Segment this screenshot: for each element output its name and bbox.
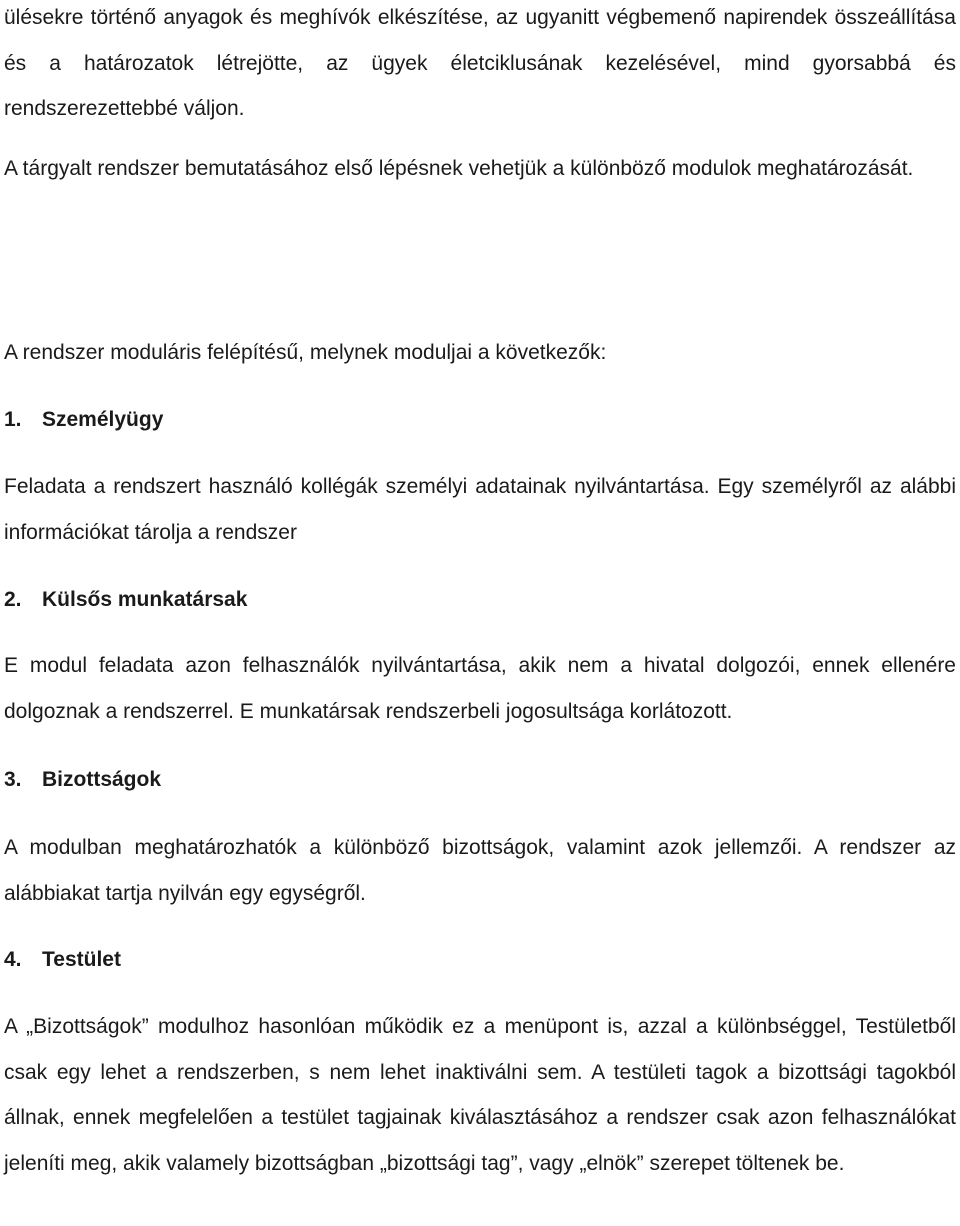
module-heading-4 — [4, 945, 121, 975]
intro-paragraph-2: A tárgyalt rendszer bemutatásához első lépésnek vehetjük a különböző modulok meghatározását. — [4, 157, 914, 180]
module-heading-2 — [4, 585, 247, 615]
module-title: Bizottságok — [42, 768, 162, 791]
module-text-4: A „Bizottságok” modulhoz hasonlóan működik ez a menüpont is, azzal a különbséggel, Testületből csak egy lehet a rendszerben, s nem lehet inaktiválni sem. A testületi tagok a bizottsági tagokból állnak, ennek megfelelően a testület tagjainak kiválasztásához a rendszer csak azon felhasználókat jeleníti meg, akik valamely bizottságban „bizottsági tag”, vagy „elnök” szerepet töltenek be. — [4, 1015, 956, 1175]
module-heading-1 — [4, 405, 163, 435]
module-number: 2. — [4, 588, 22, 611]
module-text-2: E modul feladata azon felhasználók nyilvántartása, akik nem a hivatal dolgozói, ennek ellenére dolgoznak a rendszerrel. E munkatársak rendszerbeli jogosultsága korlátozott. — [4, 654, 956, 723]
module-title: Testület — [42, 948, 121, 971]
intro-paragraph-1: ülésekre történő anyagok és meghívók elkészítése, az ugyanitt végbemenő napirendek összeállítása és a határozatok létrejötte, az ügyek életciklusának kezelésével, mind gyorsabbá és rendszerezettebbé váljon. — [4, 6, 956, 120]
module-title: Külsős munkatársak — [42, 588, 248, 611]
module-text-1: Feladata a rendszert használó kollégák személyi adatainak nyilvántartása. Egy személyről az alábbi információkat tárolja a rendszer — [4, 475, 956, 544]
module-number: 1. — [4, 408, 22, 431]
module-number: 3. — [4, 768, 22, 791]
module-heading-3 — [4, 765, 161, 795]
module-text-3: A modulban meghatározhatók a különböző bizottságok, valamint azok jellemzői. A rendszer az alábbiakat tartja nyilván egy egységről. — [4, 836, 956, 905]
module-number: 4. — [4, 948, 22, 971]
intro-paragraph-3: A rendszer moduláris felépítésű, melynek moduljai a következők: — [4, 341, 607, 364]
module-title: Személyügy — [42, 408, 164, 431]
